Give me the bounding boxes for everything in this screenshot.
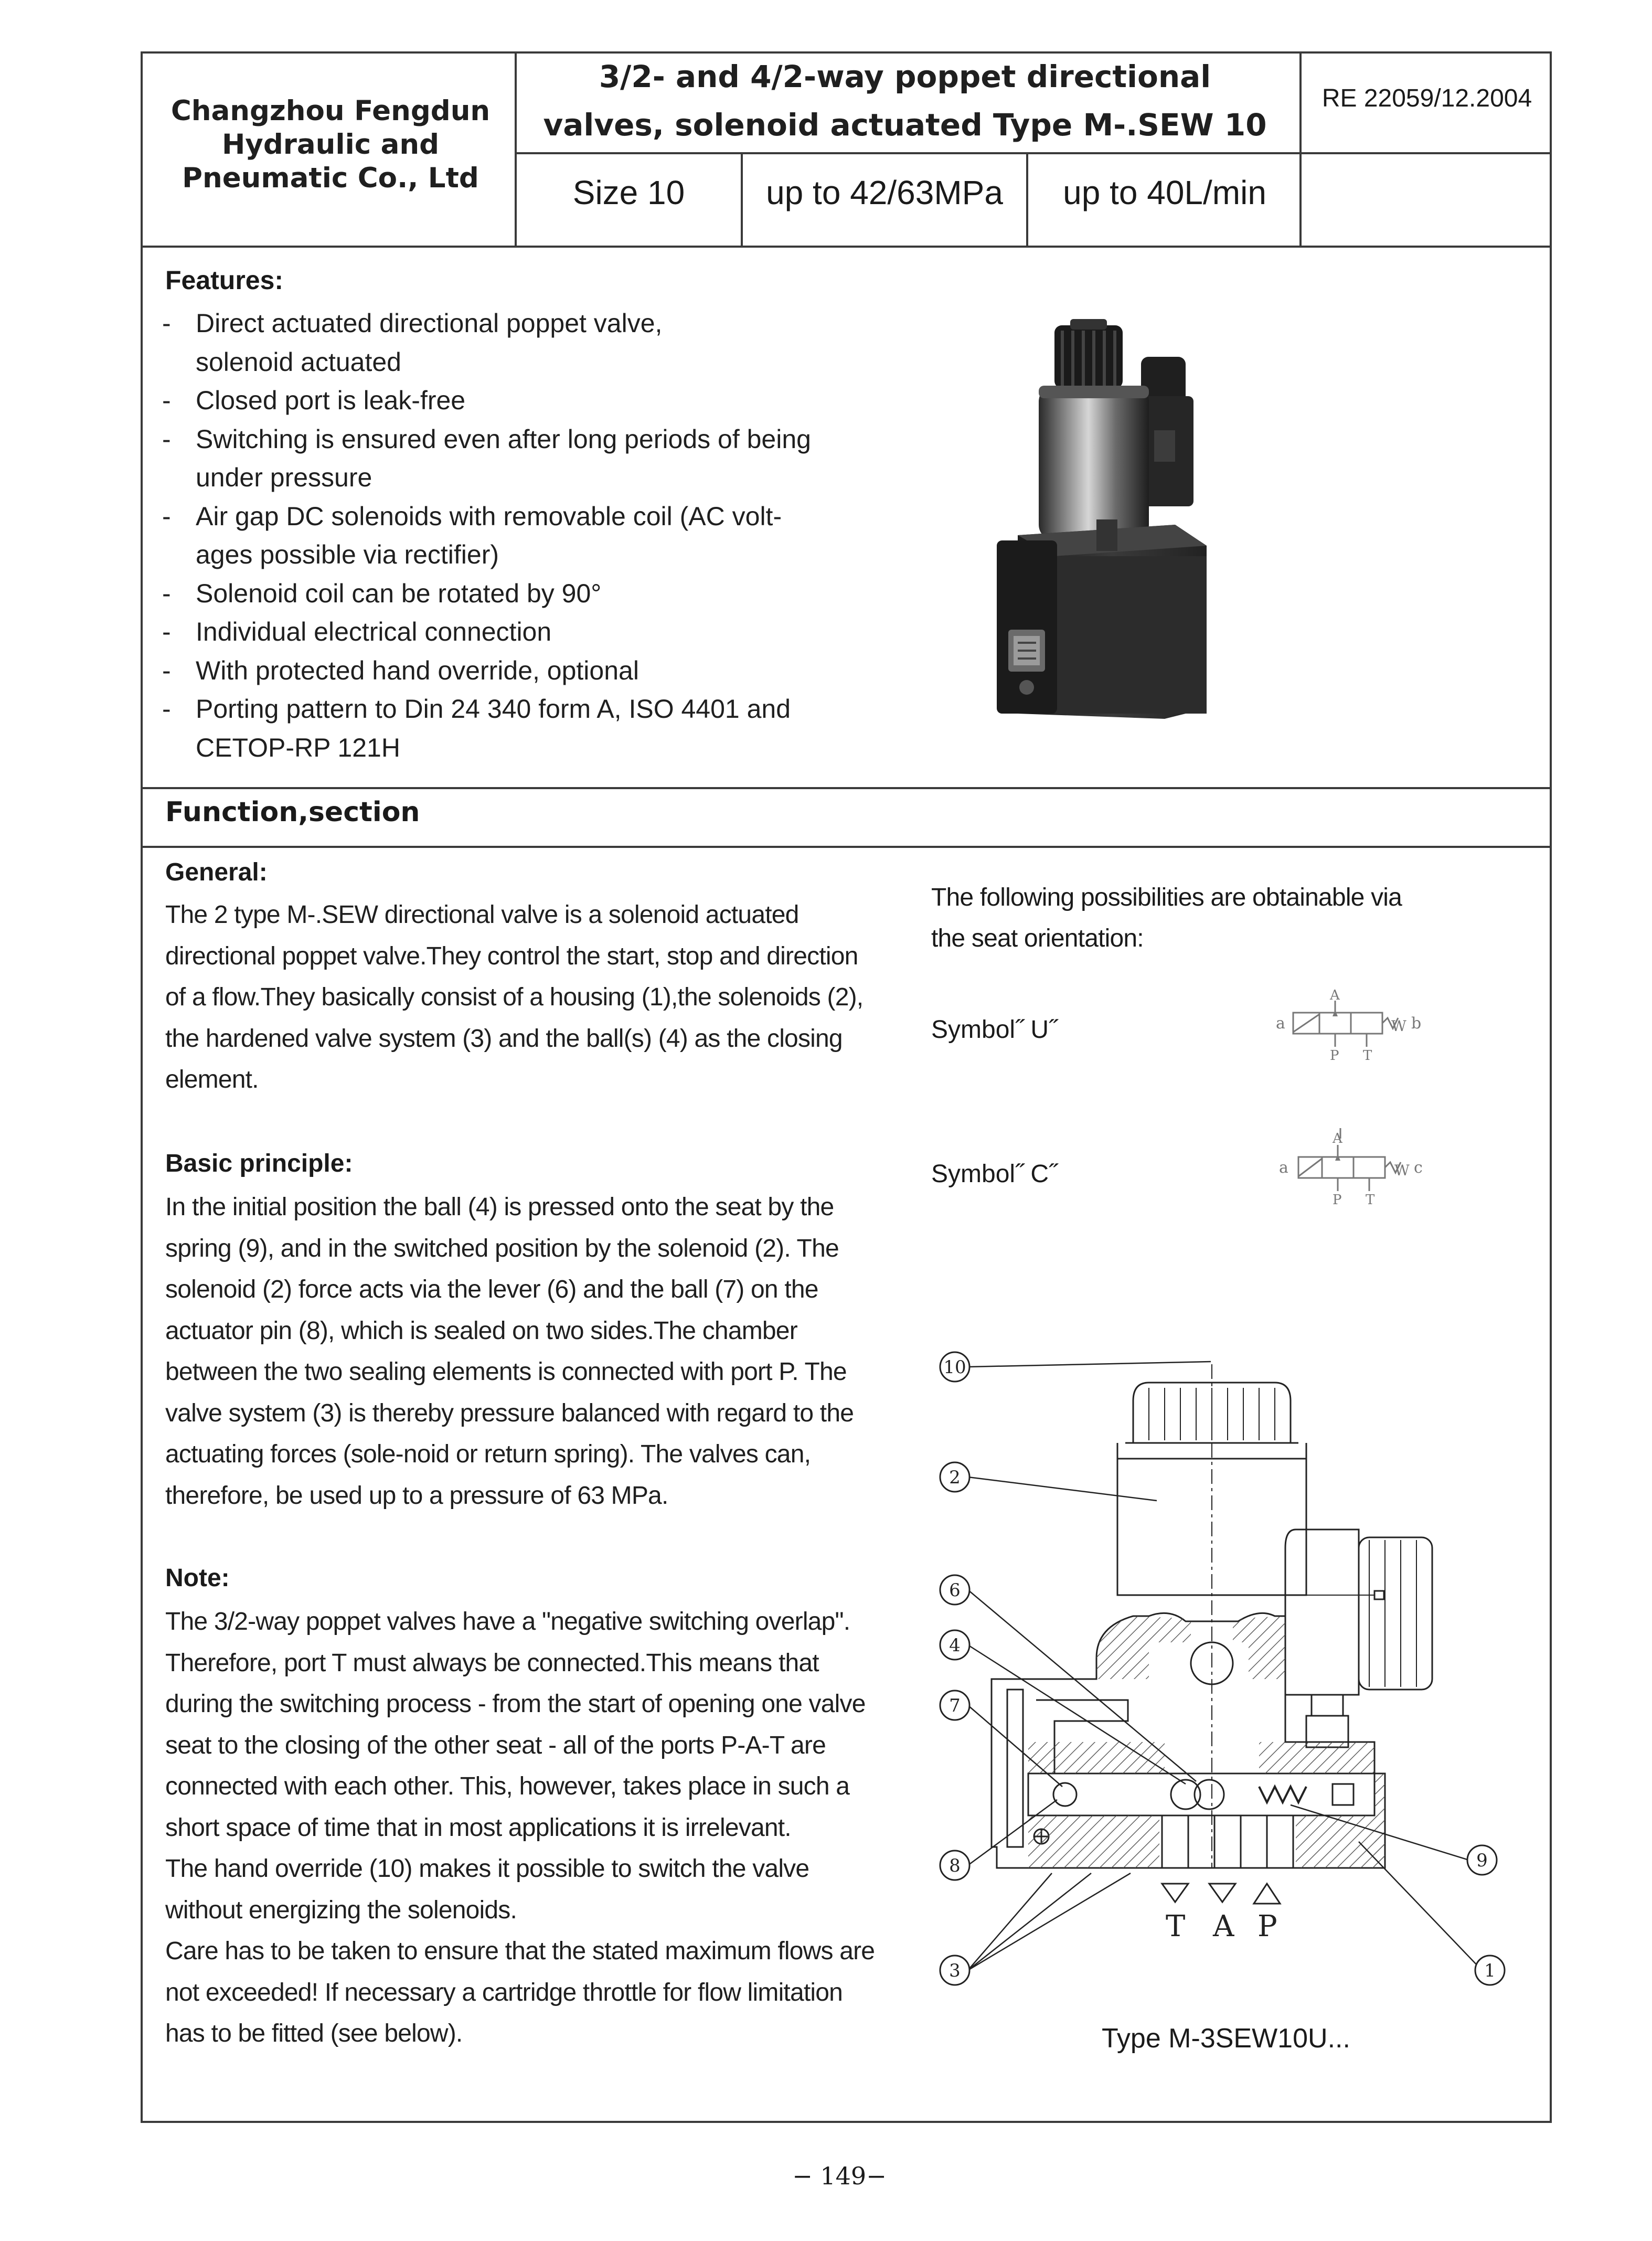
frame-left-line	[141, 51, 143, 2123]
frame-section-bottom-line	[141, 846, 1552, 848]
feature-item: - Individual electrical connection	[160, 613, 815, 652]
callout-9: 9	[1476, 1850, 1488, 1871]
feature-item: - Closed port is leak-free	[160, 381, 762, 420]
port-p-label: P	[1257, 1909, 1277, 1943]
text-line: short space of time that in most applications it is irrelevant.	[165, 1813, 791, 1842]
port-p-letter: P	[1333, 1192, 1342, 1207]
feature-item: - Solenoid coil can be rotated by 90°	[160, 575, 815, 613]
text-line: The following possibilities are obtainable via	[931, 884, 1402, 911]
company-line-3: Pneumatic Co., Ltd	[182, 162, 479, 194]
text-line: Care has to be taken to ensure that the stated maximum flows are	[165, 1937, 875, 1965]
general-title: General:	[165, 858, 268, 886]
callout-10: 10	[943, 1357, 966, 1378]
features-title: Features:	[165, 265, 284, 295]
feature-item: - Air gap DC solenoids with removable coil (AC volt-ages possible via rectifier)	[160, 497, 815, 575]
company-line-2: Hydraulic and	[221, 129, 440, 161]
port-c-letter: c	[1414, 1159, 1423, 1177]
port-a-letter: a	[1276, 1014, 1285, 1033]
symbol-u-schematic	[1270, 989, 1427, 1063]
text-line: between the two sealing elements is connected with port P. The	[165, 1358, 847, 1386]
port-p-letter: P	[1330, 1048, 1339, 1063]
valve-section-drawing	[923, 1343, 1537, 2020]
text-line: connected with each other. This, however, takes place in such a	[165, 1772, 850, 1800]
title-line-2: valves, solenoid actuated Type M-.SEW 10	[543, 107, 1267, 143]
port-t-letter: T	[1366, 1192, 1375, 1207]
port-a-upper-letter: A	[1330, 989, 1340, 1003]
text-line: directional poppet valve.They control the start, stop and direction	[165, 942, 858, 970]
port-a-upper-letter: A	[1333, 1131, 1342, 1146]
seat-orientation-intro	[931, 877, 1402, 959]
header-divider-docref	[1299, 51, 1302, 247]
document-title	[517, 52, 1293, 149]
symbol-c-label: Symbol˝ C˝	[931, 1160, 1058, 1188]
callout-6: 6	[949, 1580, 961, 1601]
basic-principle-title: Basic principle:	[165, 1150, 353, 1177]
text-line: solenoid (2) force acts via the lever (6) and the ball (7) on the	[165, 1276, 818, 1303]
text-line: actuator pin (8), which is sealed on two sides.The chamber	[165, 1316, 797, 1345]
title-line-1: 3/2- and 4/2-way poppet directional	[599, 59, 1211, 94]
port-a-letter: a	[1279, 1159, 1288, 1177]
note-paragraph	[165, 1601, 875, 2055]
symbol-u-label: Symbol˝ U˝	[931, 1016, 1058, 1044]
page-number: − 149−	[792, 2162, 887, 2190]
text-line: the seat orientation:	[931, 925, 1144, 952]
spec-size: Size 10	[572, 174, 685, 211]
text-line: without energizing the solenoids.	[165, 1896, 517, 1924]
callout-1: 1	[1484, 1960, 1496, 1981]
spring-w-letter: W	[1391, 1017, 1406, 1035]
feature-item: - With protected hand override, optional	[160, 652, 815, 691]
spec-pressure: up to 42/63MPa	[766, 174, 1003, 211]
text-line: In the initial position the ball (4) is pressed onto the seat by the	[165, 1193, 834, 1221]
basic-principle-paragraph	[165, 1187, 854, 1516]
callout-3: 3	[949, 1960, 961, 1981]
valve-product-photo	[997, 299, 1312, 750]
spring-w-letter: W	[1394, 1162, 1410, 1179]
callout-2: 2	[949, 1467, 961, 1488]
callout-4: 4	[949, 1635, 961, 1656]
text-line: The hand override (10) makes it possible to switch the valve	[165, 1855, 809, 1883]
frame-header-mid-line	[516, 152, 1552, 154]
port-a-label: A	[1213, 1909, 1234, 1943]
text-line: Therefore, port T must always be connected.This means that	[165, 1649, 819, 1677]
text-line: therefore, be used up to a pressure of 63 MPa.	[165, 1481, 668, 1510]
frame-right-line	[1550, 51, 1552, 2123]
callout-8: 8	[949, 1855, 961, 1876]
text-line: the hardened valve system (3) and the ball(s) (4) as the closing	[165, 1024, 843, 1053]
general-paragraph	[165, 895, 863, 1101]
text-line: of a flow.They basically consist of a housing (1),the solenoids (2),	[165, 983, 864, 1011]
feature-item: - Porting pattern to Din 24 340 form A, ISO 4401 and CETOP-RP 121H	[160, 690, 836, 767]
section-drawing-caption: Type M-3SEW10U...	[1102, 2023, 1350, 2054]
text-line: not exceeded! If necessary a cartridge throttle for flow limitation	[165, 1978, 843, 2006]
text-line: valve system (3) is thereby pressure balanced with regard to the	[165, 1399, 854, 1427]
text-line: seat to the closing of the other seat - all of the ports P-A-T are	[165, 1731, 826, 1759]
text-line: The 3/2-way poppet valves have a "negative switching overlap".	[165, 1608, 850, 1635]
company-name	[147, 94, 514, 195]
callout-7: 7	[949, 1695, 961, 1716]
frame-section-top-line	[141, 787, 1552, 789]
feature-item: - Switching is ensured even after long periods of being under pressure	[160, 420, 825, 497]
spec-flow: up to 40L/min	[1063, 174, 1266, 211]
port-t-letter: T	[1363, 1048, 1372, 1063]
company-line-1: Changzhou Fengdun	[170, 95, 491, 127]
text-line: spring (9), and in the switched position by the solenoid (2). The	[165, 1234, 839, 1262]
port-t-label: T	[1166, 1909, 1186, 1943]
function-section-title: Function,section	[165, 796, 420, 828]
text-line: element.	[165, 1066, 259, 1093]
document-reference: RE 22059/12.2004	[1321, 84, 1532, 112]
features-list	[160, 304, 842, 767]
text-line: has to be fitted (see below).	[165, 2020, 463, 2047]
frame-bottom-line	[141, 2121, 1552, 2123]
port-b-letter: b	[1411, 1014, 1422, 1033]
frame-header-bottom-line	[141, 246, 1552, 248]
symbol-c-schematic	[1270, 1128, 1427, 1207]
text-line: actuating forces (sole-noid or return spring). The valves can,	[165, 1440, 811, 1468]
feature-item: - Direct actuated directional poppet valve, solenoid actuated	[160, 304, 762, 381]
text-line: during the switching process - from the start of opening one valve	[165, 1690, 866, 1718]
text-line: The 2 type M-.SEW directional valve is a solenoid actuated	[165, 901, 799, 929]
note-title: Note:	[165, 1564, 230, 1592]
